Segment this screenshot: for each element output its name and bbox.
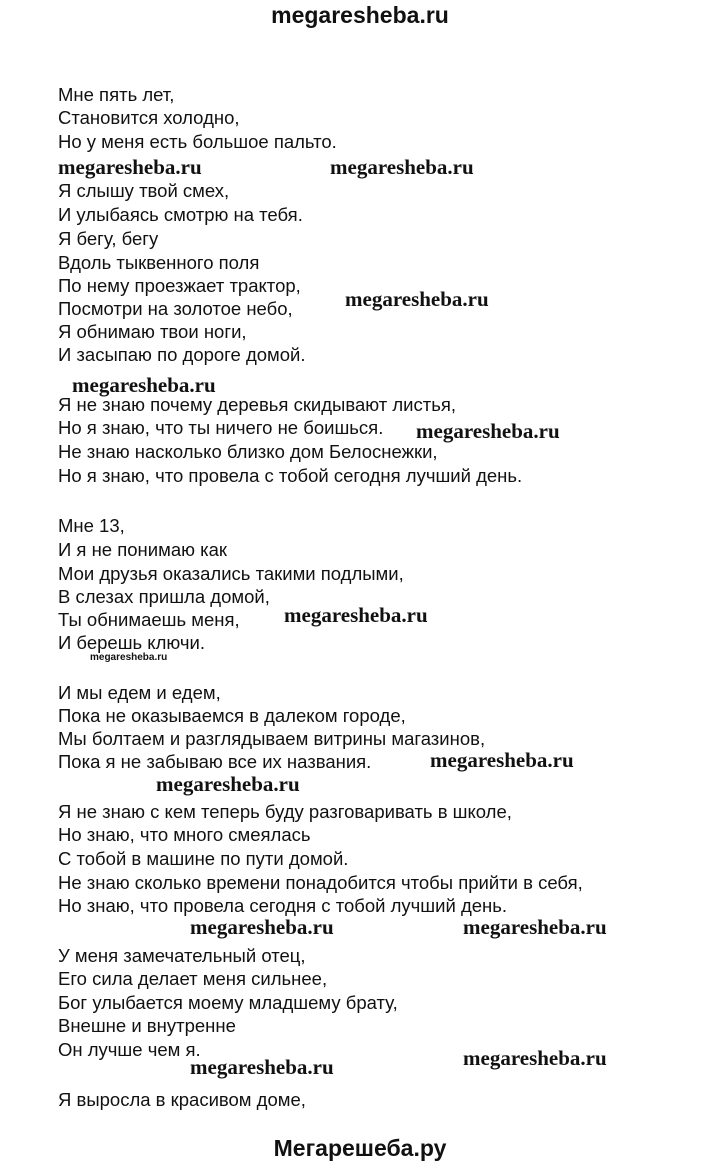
watermark: megaresheba.ru <box>345 287 489 311</box>
lyric-line: Но я знаю, что провела с тобой сегодня лучший день. <box>58 465 523 486</box>
lyric-line: Бог улыбается моему младшему брату, <box>58 992 398 1013</box>
lyric-line: Я обнимаю твои ноги, <box>58 321 247 342</box>
lyric-line: Становится холодно, <box>58 107 240 128</box>
lyric-line: И я не понимаю как <box>58 539 228 560</box>
lyric-line: Но я знаю, что ты ничего не боишься. <box>58 417 384 438</box>
lyric-line: Мне пять лет, <box>58 84 175 105</box>
watermark: megaresheba.ru <box>416 419 560 443</box>
lyric-line: Мои друзья оказались такими подлыми, <box>58 563 404 584</box>
lyric-line: У меня замечательный отец, <box>58 945 306 966</box>
site-header: megaresheba.ru <box>271 2 449 28</box>
lyric-line: Вдоль тыквенного поля <box>58 252 260 273</box>
lyric-line: Он лучше чем я. <box>58 1039 201 1060</box>
site-footer: Мегарешеба.ру <box>273 1135 447 1161</box>
lyric-line: Но знаю, что провела сегодня с тобой лучший день. <box>58 895 508 916</box>
lyric-line: Не знаю насколько близко дом Белоснежки, <box>58 441 438 462</box>
lyric-line: В слезах пришла домой, <box>58 586 270 607</box>
lyric-line: Я бегу, бегу <box>58 228 159 249</box>
watermark: megaresheba.ru <box>463 915 607 939</box>
watermark: megaresheba.ru <box>190 915 334 939</box>
lyric-line: С тобой в машине по пути домой. <box>58 848 349 869</box>
lyric-line: Не знаю сколько времени понадобится чтобы прийти в себя, <box>58 872 583 893</box>
lyric-line: По нему проезжает трактор, <box>58 275 301 296</box>
lyric-line: Я слышу твой смех, <box>58 180 230 201</box>
lyric-line: Пока я не забываю все их названия. <box>58 751 372 772</box>
lyric-line: Мне 13, <box>58 515 125 536</box>
lyric-line: И мы едем и едем, <box>58 682 221 703</box>
watermark: megaresheba.ru <box>190 1055 334 1079</box>
lyric-line: Я выросла в красивом доме, <box>58 1089 306 1110</box>
lyric-line: Мы болтаем и разглядываем витрины магазинов, <box>58 728 486 749</box>
lyric-line: Внешне и внутренне <box>58 1015 236 1036</box>
watermark: megaresheba.ru <box>284 603 428 627</box>
lyric-line: И улыбаясь смотрю на тебя. <box>58 204 303 225</box>
watermark: megaresheba.ru <box>156 772 300 796</box>
lyric-line: Его сила делает меня сильнее, <box>58 968 328 989</box>
watermark: megaresheba.ru <box>72 373 216 397</box>
lyric-line: И засыпаю по дороге домой. <box>58 344 306 365</box>
lyric-line: Я не знаю с кем теперь буду разговаривать в школе, <box>58 801 512 822</box>
lyric-line: Посмотри на золотое небо, <box>58 298 293 319</box>
watermark: megaresheba.ru <box>330 155 474 179</box>
lyric-line: Но у меня есть большое пальто. <box>58 131 337 152</box>
watermark: megaresheba.ru <box>58 155 202 179</box>
lyric-line: Пока не оказываемся в далеком городе, <box>58 705 406 726</box>
lyric-line: Я не знаю почему деревья скидывают листья, <box>58 394 456 415</box>
lyric-line: Ты обнимаешь меня, <box>58 609 240 630</box>
lyric-line: И берешь ключи. <box>58 632 205 653</box>
watermark: megaresheba.ru <box>430 748 574 772</box>
watermark: megaresheba.ru <box>90 652 168 663</box>
watermark: megaresheba.ru <box>463 1046 607 1070</box>
lyric-line: Но знаю, что много смеялась <box>58 824 311 845</box>
